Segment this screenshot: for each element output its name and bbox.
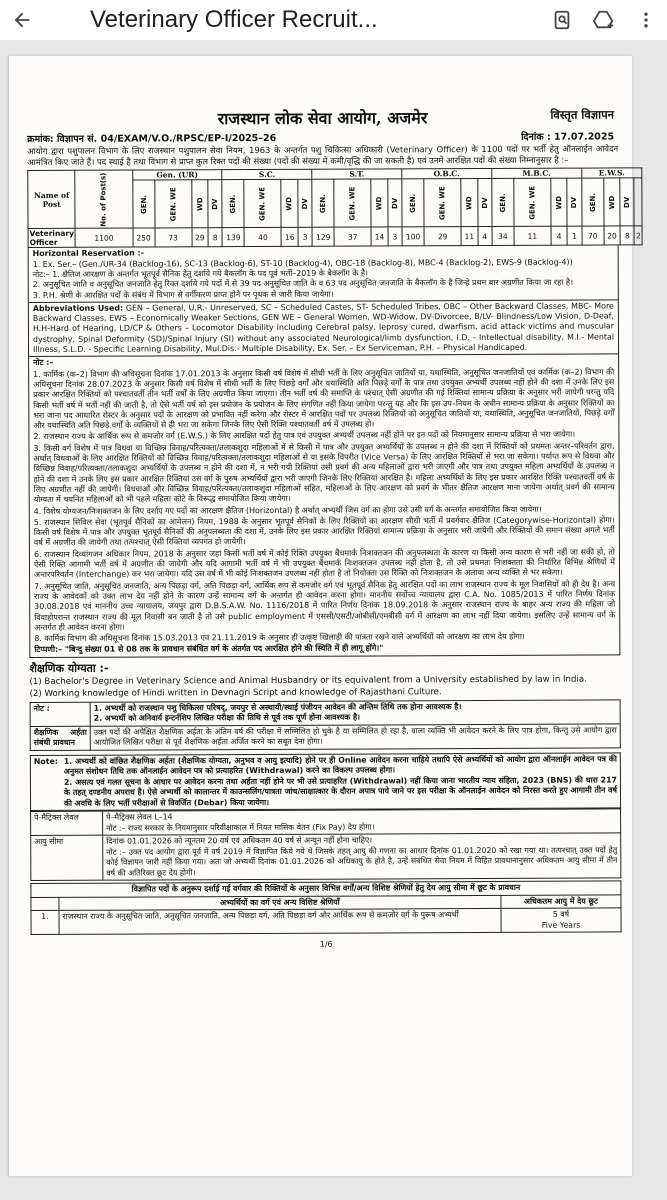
subheader-cell: WD <box>604 178 621 226</box>
age-relaxation-table <box>30 881 621 936</box>
table-cell: 250 <box>133 228 155 247</box>
table-cell: 20 <box>604 226 621 245</box>
subheader-cell: GEN. <box>312 180 334 228</box>
qualification-line: (1) Bachelor's Degree in Veterinary Science and Animal Husbandry or its equivalent from a University established by law in India. <box>29 674 587 687</box>
table-cell: 139 <box>222 228 244 247</box>
subheader-cell: WD <box>281 180 298 228</box>
post-name: Veterinary Officer <box>29 229 74 248</box>
search-in-doc-button[interactable] <box>541 0 583 40</box>
table-cell: 3 <box>298 228 312 247</box>
subheader-cell: GEN. WE <box>154 180 191 228</box>
add-to-drive-button[interactable] <box>583 0 625 40</box>
table-cell: 70 <box>582 226 604 245</box>
note-item: 3. किसी वर्ग विशेष में पात्र विधवा या विच्छिन्न विवाह/परित्यक्ता/तलाकशुदा महिलाओं में से किसी में पात्र और उपयुक्त अभ्यर्थियों के उपलब्ध न होने की दशा में रिक्तियों को प्रथमतः अन्तर–परिवर्तन द्वारा, अर्थात् विधवाओं के लिए आरक्षित रिक्तियों को विच्छिन्न विवाह/परित्यक्ता/तलाकशुदा महिलाओं से या इसके विपरीत (Vice Versa) के लिए आरक्षित रिक्तियों से भरा जा सकेगा। पर्याप्त रूप से विधवा और विच्छिन्न विवाह/परित्यक्ता/तलाकशुदा अभ्यर्थियों के उपलब्ध न होने की दशा में, न भरी गयी रिक्तियां उसी प्रवर्ग की अन्य महिलाओं द्वारा भरी जाएगी और पात्र तथा उपयुक्त महिला अभ्यर्थियों के उपलब्ध न होने की दशा में उनके लिए इस प्रकार आरक्षित रिक्तियां उस वर्ग के पुरुष अभ्यर्थियों द्वारा भरी जाएगी जिनके लिए रिक्तियां आरक्षित है। महिला अभ्यर्थियों के लिए इस प्रकार आरक्षित रिक्ति पश्चातवर्ती वर्ष के लिए अग्रणीत नहीं की जायेगी। विधवाओं और विच्छिन्न विवाह/परित्यक्ता/तलाकशुदा महिलाओं सहित, महिलाओं के लिए आरक्षण को प्रवर्ग के भीतर क्षैतिज आरक्षण माना जायेगा अर्थात् प्रवर्ग की सामान्य योग्यता में चयनित महिलाओं को भी पहले महिला कोटे के विरूद्ध समायोजित किया जायेगा। <box>33 441 615 505</box>
search-document-icon <box>551 9 573 31</box>
relaxation-provision-text: उक्त पदों की अपेक्षित शैक्षणिक अर्हता के अंतिम वर्ष की परीक्षा में सम्मिलित हो चुके है या सम्मिलित हो रहा है, वाला व्यक्ति भी आवेदन करने के लिए पात्र होगा, किन्तु उसे आयोग द्वारा आयोजित लिखित परीक्षा से पूर्व शैक्षणिक अर्हता अर्जित करने का सबूत देना होगा। <box>90 724 620 750</box>
subheader-cell: WD <box>191 180 208 228</box>
ad-type: विस्तृत विज्ञापन <box>550 107 615 122</box>
subheader-cell: DV <box>388 179 402 227</box>
note-item: 5. राजस्थान सिविल सेवा (भूतपूर्व सैनिकों का आमेलन) नियम, 1988 के अनुसार भूतपूर्व सैनिकों के लिए रिक्तियों का आरक्षण सीधी भर्ती में प्रवर्गवार क्षैतिज (Categorywise-Horizontal) होगा। किसी वर्ष विशेष में पात्र और उपयुक्त भूतपूर्व सैनिकों की अनुपलब्धता की दशा में, उनके लिए इस प्रकार आरक्षित रिक्तियां सामान्य प्रक्रिया के अनुसार भरी जायेगी और रिक्तियों की समान संख्या अगले भर्ती वर्ष में अग्रणीत की जायेगी तथा तत्पश्चात् ऐसी रिक्तियां व्यपगत हो जायेगी। <box>33 515 615 548</box>
row-number: 1. <box>31 911 59 935</box>
subheader-cell: GEN. WE <box>514 179 551 227</box>
relaxation-value: 5 वर्ष <box>552 909 570 919</box>
subheader-cell: GEN. <box>132 180 154 228</box>
horizontal-line: नोट:– 1. क्षैतिज आरक्षण के अन्तर्गत भूतपूर्व सैनिक हेतु दर्शाये गये बैकलॉग के पद पूर्व भर्ती–2019 के बैकलॉग के है। <box>32 268 369 279</box>
table-cell: 29 <box>192 228 209 247</box>
subheader-cell: WD <box>551 179 568 227</box>
note-item: 6. राजस्थान दिव्यांगजन अधिकार नियम, 2018 के अनुसार जहां किसी भर्ती वर्ष में कोई रिक्ति उपयुक्त बैंचमार्क निःशक्तजन की अनुपलब्धता के कारण या किसी अन्य कारण से भरी नहीं जा सकी हो, तो ऐसी रिक्ति आगामी भर्ती वर्ष में अग्रणीत की जायेगी और यदि आगामी भर्ती वर्ष में भी उपयुक्त बैंचमार्क निःशक्तजन उपलब्ध नहीं होता है, तो उसे प्रथमतः निःशक्तता की निर्धारित विभिन्न श्रेणियों में अन्तरपरिवर्तन (Interchange) कर भरा जायेगा। यदि उस वर्ष में भी कोई निःशक्तजन उपलब्ध नहीं होता है तो नियोक्ता उस रिक्ति को निःशक्तजन के अलावा अन्य व्यक्ति से भर सकेगा। <box>33 547 616 580</box>
page-number: 1/6 <box>319 939 333 949</box>
reservation-box <box>28 246 621 658</box>
table-cell: 2 <box>634 226 642 245</box>
table-cell: 40 <box>244 228 281 247</box>
table-cell: 14 <box>371 227 388 246</box>
table-cell: 37 <box>334 227 371 246</box>
table-cell: 34 <box>492 227 514 246</box>
pay-line: नोट :– राज्य सरकार के नियमानुसार परिवीक्षाकाल में नियत मासिक वेतन (Fix Pay) देय होगा। <box>106 822 375 833</box>
subheader-cell: GEN. <box>402 179 424 227</box>
subheader-cell: DV <box>208 180 222 228</box>
document-header <box>27 105 618 146</box>
subheader-cell: DV <box>567 178 581 226</box>
qualification-title: शैक्षणिक योग्यता :- <box>29 661 109 675</box>
table-cell: 8 <box>620 226 634 245</box>
note-item: 1. कार्मिक (क–2) विभाग की अधिसूचना दिनांक 17.01.2013 के अनुसार किसी वर्ष विशेष में सीधी भर्ती के लिए अनुसूचित जातियों या, यथास्थिति, अनुसूचित जनजातियों एवं कार्मिक (क–2) विभाग की अधिसूचना दिनांक 28.07.2023 के अनुसार किसी वर्ष विशेष में सीधी भर्ती के लिए पिछड़े वर्गों और यथास्थिति अति पिछड़े वर्गों के पात्र तथा उपयुक्त अभ्यर्थी उपलब्ध नहीं होने की दशा में उनके लिए इस प्रकार आरक्षित रिक्तियों को पश्चातवर्ती तीन भर्ती वर्षों के लिए अग्रणीत किया जाएगा। तीन भर्ती वर्ष की समाप्ति के पश्चात् ऐसी अग्रणीत की गई रिक्तियां सामान्य प्रक्रिया के अनुसार भरी जायेगी परन्तु यदि किसी भर्ती वर्ष में भर्ती नहीं की जाती है, तो ऐसे भर्ती वर्ष को इस प्रयोजन के प्रयोजन के लिए संगणित नहीं किया जायेगा परन्तु यह और कि इस उप–नियम के अधीन सामान्य प्रक्रिया के अनुसार रिक्तियों का भरा जाना पद आधारित रोस्टर के अनुसार पदों के आरक्षण को प्रभावित नहीं करेगा और रोस्टर में आरक्षित पदों पर उपलब्ध रिक्तियों को अनुसूचित जातियों या, यथास्थिति, अनुसूचित जनजातियों, पिछड़े वर्गों और यथास्थिति अति पिछड़े वर्गों के व्यक्तियों से ही भरा जा सकेगा जिनके लिए ऐसी रिक्ति पश्चातवर्ती वर्ष में उपलब्ध हो। <box>33 367 615 431</box>
back-button[interactable] <box>0 0 44 40</box>
abbreviations-label: Abbreviations Used: <box>32 303 124 313</box>
general-note-item: 2. असत्य एवं गलत सूचना के आधार पर आवेदन करना तथा अर्हता नहीं होने पर भी उसे प्रत्याहरित (Withdrawal) नहीं किया जाना भारतीय न्याय संहिता, 2023 (BNS) की धारा 217 के तहत् दण्डनीय अपराध है। ऐसे अभ्यर्थी को कालान्तर में काउन्सलिंग/पात्रता जांच/साक्षात्कार के दौरान अपात्र पाये जाने पर इस परीक्षा के ऑनलाईन आवेदन को निरस्त करते हुए आगामी तीन वर्ष की अवधि के लिए भर्ती परीक्षाओं से विवर्जित (Debar) किया जायेगा। <box>63 775 618 808</box>
app-bar <box>0 0 667 40</box>
advertisement-date: दिनांक : 17.07.2025 <box>521 131 615 143</box>
qualification-line: (2) Working knowledge of Hindi written in Devnagri Script and knowledge of Rajasthani Culture. <box>29 686 442 699</box>
general-note-table <box>30 752 621 811</box>
subheader-cell: GEN. WE <box>424 179 461 227</box>
relaxation-value-english: Five Years <box>541 920 581 930</box>
document-page <box>8 56 641 1176</box>
notes-title: नोट :– <box>33 358 54 368</box>
table-cell: 3 <box>388 227 402 246</box>
general-note-item: 1. अभ्यर्थी को वांछित शैक्षणिक अर्हता (शैक्षणिक योग्यता, अनुभव व आयु इत्यादि) होने पर ही Online आवेदन करना चाहिये तथापि ऐसे अभ्यर्थियों को आयोग द्वारा ऑनलाईन आवेदन पत्र की अनुमत संशोधन तिथि तक ऑनलाईन आवेदन पत्र को प्रत्याहरित (Withdrawal) करने का विकल्प उपलब्ध होगा। <box>63 754 617 777</box>
subheader-cell: WD <box>461 179 478 227</box>
post-total: 1100 <box>75 228 132 247</box>
document-title: Veterinary Officer Recruit... <box>90 6 378 33</box>
table-cell: 73 <box>155 228 192 247</box>
horizontal-title: Horizontal Reservation :- <box>32 248 144 259</box>
table-cell: 1 <box>567 226 581 245</box>
note-item: 7. अनुसूचित जाति, अनुसूचित जनजाति, अन्य पिछड़ा वर्ग, अति पिछड़ा वर्ग, आर्थिक रूप से कमजोर वर्ग एवं भूतपूर्व सैनिक हेतु आरक्षित पदों का लाभ राजस्थान राज्य के मूल निवासियों को ही देय है। अन्य राज्य के आवेदकों को उक्त लाभ देय नहीं होने के कारण उन्हें सामान्य वर्ग के अन्तर्गत ही आवेदन करना होगा। माननीय सर्वोच्च न्यायालय द्वारा C.A. No. 1085/2013 में पारित निर्णय दिनांक 30.08.2018 एवं माननीय उच्च न्यायालय, जयपुर द्वारा D.B.S.A.W. No. 1116/2018 में पारित निर्णय दिनांक 18.09.2018 के अनुसार राजस्थान राज्य के बाहर अन्य राज्य की महिला जो विवाहोपरान्त राजस्थान राज्य की मूल निवासी बन जाती है तो उसे public employment में एससी/एसटी/ओबीसी/एमबीसी वर्ग में आरक्षण का लाभ नहीं दिया जायेगा। इसलिए उन्हें सामान्य वर्ग के अन्तर्गत ही आवेदन करना होगा। <box>34 579 616 632</box>
subheader-cell: WD <box>371 179 388 227</box>
age-line: नोट :– उक्त पद आयोग द्वारा पूर्व में वर्ष 2019 में विज्ञापित किये गये थे जिसके तहत् आयु की गणना का आधार दिनांक 01.01.2020 को रखा गया था। तत्पश्चात् उक्त पदों हेतु कोई विज्ञापन जारी नहीं किया गया। अतः जो अभ्यर्थी दिनांक 01.01.2026 को अधिकायु के होते है, उन्हें संबंधित सेवा नियम में विहित प्रावधानानुसार अधिकतम आयु सीमा में तीन वर्ष की अतिरिक्त छूट देय होगी। <box>106 845 618 878</box>
subheader-cell: GEN. WE <box>244 180 281 228</box>
general-note-label: Note: <box>30 755 61 811</box>
table-cell: 4 <box>478 227 492 246</box>
table-cell: 8 <box>208 228 222 247</box>
subheader-cell: GEN. <box>492 179 514 227</box>
subheader-cell: GEN. WE <box>334 179 371 227</box>
horizontal-line: 2. अनुसूचित जाति व अनुसूचित जनजाति हेतु रिक्त दर्शाये गये पदों में से 39 पद अनुसूचित जाति के व 63 पद अनुसूचित जनजाति के बैकलॉग के है जिन्हे प्रथम बार अग्रणीत किया जा रहा है। <box>32 277 574 290</box>
table-cell: 11 <box>461 227 478 246</box>
table-cell: 100 <box>402 227 424 246</box>
org-name: राजस्थान लोक सेवा आयोग, अजमेर <box>217 108 428 129</box>
group-header: S.C. <box>222 170 312 180</box>
pay-line: पे–मैट्रिक्स लेवल L–14 <box>106 812 173 822</box>
note-item: 2. राजस्थान राज्य के आर्थिक रूप से कमजोर वर्ग (E.W.S.) के लिए आरक्षित पदों हेतु पात्र एवं उपयुक्त अभ्यर्थी उपलब्ध नहीं होने पर इन पदों को नियमानुसार सामान्य प्रक्रिया से भरा जायेगा। <box>33 430 576 442</box>
category-text: राजस्थान राज्य के अनुसूचित जाति, अनुसूचित जनजाति, अन्य पिछड़ा वर्ग, अति पिछड़ा वर्ग और आर्थिक रूप से कमजोर वर्ग के पुरूष अभ्यर्थी <box>59 909 501 935</box>
group-header: Gen. (UR) <box>132 170 222 180</box>
more-options-button[interactable] <box>625 0 667 40</box>
post-name-header: Name of Post <box>28 171 76 229</box>
back-arrow-icon <box>11 9 33 31</box>
table-cell: 129 <box>312 228 334 247</box>
horizontal-line: 1. Ex. Ser.– (Gen./UR-34 (Backlog-16), SC-13 (Backlog-6), ST-10 (Backlog-4), OBC-18 (Backlog-8), MBC-4 (Backlog-2), EWS-9 (Backlog-4)) <box>32 257 573 269</box>
post-count-header: No. of Post(s) <box>75 170 132 228</box>
subheader-cell: GEN. <box>581 178 603 226</box>
table-row <box>28 226 642 248</box>
note-item: 8. कार्मिक विभाग की अधिसूचना दिनांक 15.03.2013 एवं 21.11.2019 के अनुसार ही उत्कृष्ट खिलाड़ी की पात्रता रखने वाले अभ्यर्थियों को आरक्षण का लाभ देय होगा। <box>34 631 525 644</box>
group-header: E.W.S. <box>581 168 642 178</box>
group-header: S.T. <box>312 169 402 179</box>
age-relaxation-title: विज्ञापित पदों के अनुरूप दर्शाई गई वर्गवार की रिक्तियों के अनुसार विभिन्न वर्गों/अन्य विशिष्ट श्रेणियों हेतु देय आयु सीमा में छूट के प्रावधान <box>31 881 621 897</box>
category-column-header: अभ्यर्थियों का वर्ग एवं अन्य विशिष्ट श्रेणियाँ <box>59 895 501 910</box>
relaxation-provision-label: शैक्षणिक अर्हता संबंधी प्रावधान <box>30 726 90 750</box>
note-item: 4. विशेष योग्यजन/निःशक्तजन के लिए दर्शाए गए पदों का आरक्षण क्षैतिज (Horizontal) है अर्थात् अभ्यर्थी जिस वर्ग का होगा उसे उसी वर्ग के अन्तर्गत समायोजित किया जायेगा। <box>33 504 542 516</box>
pay-age-table <box>30 809 621 882</box>
age-label: आयु सीमा <box>31 835 103 880</box>
notes-section <box>29 354 619 657</box>
subheader-cell: DV <box>298 180 312 228</box>
table-cell: 29 <box>424 227 461 246</box>
qualification-notes-table <box>30 699 621 751</box>
group-header: M.B.C. <box>492 168 582 178</box>
subheader-cell: GEN. <box>222 180 244 228</box>
subheader-cell <box>634 178 642 226</box>
qualification-note: 1. अभ्यर्थी को राजस्थान पशु चिकित्सा परिषद्, जयपुर से अस्थायी/स्थाई पंजीयन आवेदन की अन्तिम तिथि तक होना आवश्यक है। <box>93 701 462 713</box>
tippani: टिप्पणी:– "बिन्दु संख्या 01 से 08 तक के प्रावधान संबंधित वर्ग के अंतर्गत पद आरक्षित होने की स्थिति में ही लागू होंगे।" <box>34 643 384 655</box>
vacancy-table <box>27 168 643 249</box>
relaxation-column-header: अधिकतम आयु में देय छूट <box>501 895 621 909</box>
pay-label: पे-मैट्रिक्स लेवल <box>31 811 103 835</box>
qualification-note: 2. अभ्यर्थी को अनिवार्य इन्टर्नशिप लिखित परीक्षा की तिथि से पूर्व तक पूर्ण होना आवश्यक है। <box>93 712 361 723</box>
horizontal-line: 3. P.H. श्रेणी के आरक्षित पदों के संबंध में विभाग से वर्गीकरण प्राप्त होने पर पृथक से जारी किया जायेगा। <box>32 289 334 300</box>
group-header: O.B.C. <box>402 169 492 179</box>
advertisement-number: क्रमांक: विज्ञापन सं. 04/EXAM/V.O./RPSC/EP-I/2025–26 <box>27 132 277 145</box>
age-line: दिनांक 01.01.2026 को न्यूनतम 20 वर्ष एवं अधिकतम 40 वर्ष से अन्यून नहीं होना चाहिए। <box>106 835 373 846</box>
intro-paragraph: आयोग द्वारा पशुपालन विभाग के लिए राजस्थान पशुपालन सेवा नियम, 1963 के अन्तर्गत पशु चिकित्सा अधिकारी (Veterinary Officer) के 1100 पदों पर भर्ती हेतु ऑनलाईन आवेदन आमंत्रित किए जाते हैं। पद स्थाई है तथा विभाग से प्राप्त कुल रिक्त पदों की संख्या (पदों की संख्या में कमी/वृद्धि की जा सकती है) एवं उनमें आरक्षित पदों की संख्या निम्नानुसार है :– <box>27 143 619 168</box>
table-cell: 4 <box>551 227 568 246</box>
subheader-cell: DV <box>477 179 491 227</box>
add-to-drive-icon <box>592 9 616 31</box>
table-cell: 11 <box>514 227 551 246</box>
more-vert-icon <box>636 9 656 31</box>
subheader-cell: DV <box>620 178 634 226</box>
qualification-note-label: नोट : <box>30 702 90 726</box>
table-cell: 16 <box>281 228 298 247</box>
abbreviations-text: GEN – General, U.R.- Unreserved, SC – Scheduled Castes, ST- Scheduled Tribes, OBC – Other Backward Classes, MBC- More Backward Classes, EWS – Economically Weaker Sections, GEN WE – General Women, WD-Widow, DV-Divorcee, B/LV- Blindness/Low Vision, D-Deaf, H.H-Hard of Hearing, LD/CP & Others – Locomotor Disability including Cerebral palsy, leprosy cured, dwarfism, acid attack victims and muscular dystrophy, Spinal Deformity (SD)/Spinal Injury (SI) without any associated Neurological/limb dysfunction, I.D. - Intellectual disability, M.I.- Mental Illness, S.L.D. - Specific Learning Disability, Mul.Dis.- Multiple Disability, Ex. Ser. – Ex Serviceman, P.H. – Physical Handicaped. <box>32 301 615 355</box>
